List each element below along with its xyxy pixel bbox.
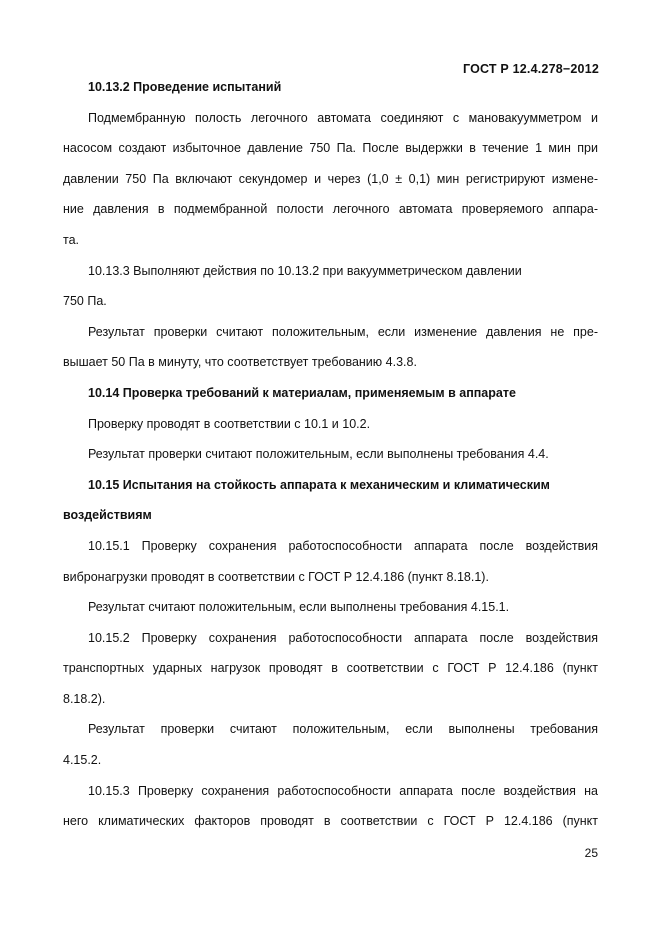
section-heading-line: воздействиям — [63, 508, 152, 523]
text-line: вышает 50 Па в минуту, что соответствует требованию 4.3.8. — [63, 355, 417, 370]
text-line: него климатических факторов проводят в соответствии с ГОСТ Р 12.4.186 (пункт — [63, 814, 598, 829]
text-line: Результат считают положительным, если выполнены требования 4.15.1. — [88, 600, 510, 615]
text-line: 10.15.2 Проверку сохранения работоспособности аппарата после воздействия — [88, 630, 598, 645]
text-line: Результат проверки считают положительным, если изменение давления не пре- — [88, 324, 598, 339]
text-line: 8.18.2). — [63, 691, 106, 706]
section-heading-line: 10.13.2 Проведение испытаний — [88, 80, 282, 94]
text-line: насосом создают избыточное давление 750 Па. После выдержки в течение 1 мин при — [63, 141, 598, 156]
text-line: Проверку проводят в соответствии с 10.1 и 10.2. — [88, 416, 371, 431]
document-body — [63, 72, 598, 837]
text-line: 750 Па. — [63, 294, 107, 309]
section-heading-line: 10.15 Испытания на стойкость аппарата к механическим и климатическим — [88, 477, 550, 492]
text-line: транспортных ударных нагрузок проводят в соответствии с ГОСТ Р 12.4.186 (пункт — [63, 661, 598, 676]
text-line: 10.15.3 Проверку сохранения работоспособности аппарата после воздействия на — [88, 783, 598, 798]
section-heading-line: 10.14 Проверка требований к материалам, применяемым в аппарате — [88, 385, 516, 400]
text-line: Результат проверки считают положительным, если выполнены требования 4.4. — [88, 447, 549, 462]
text-line: 10.15.1 Проверку сохранения работоспособности аппарата после воздействия — [88, 538, 598, 553]
text-line: Подмембранную полость легочного автомата соединяют с мановакуумметром и — [88, 110, 598, 125]
page-number: 25 — [584, 846, 598, 860]
document-code: ГОСТ Р 12.4.278−2012 — [462, 62, 599, 76]
text-line: та. — [63, 232, 80, 247]
text-line: 10.13.3 Выполняют действия по 10.13.2 при вакуумметрическом давлении — [88, 263, 522, 278]
text-line: вибронагрузки проводят в соответствии с ГОСТ Р 12.4.186 (пункт 8.18.1). — [63, 569, 489, 584]
text-line: 4.15.2. — [63, 753, 102, 768]
text-line: Результат проверки считают положительным, если выполнены требования — [88, 722, 598, 737]
text-line: ние давления в подмембранной полости легочного автомата проверяемого аппара- — [63, 202, 598, 217]
text-line: давлении 750 Па включают секундомер и через (1,0 ± 0,1) мин регистрируют измене- — [63, 171, 598, 186]
